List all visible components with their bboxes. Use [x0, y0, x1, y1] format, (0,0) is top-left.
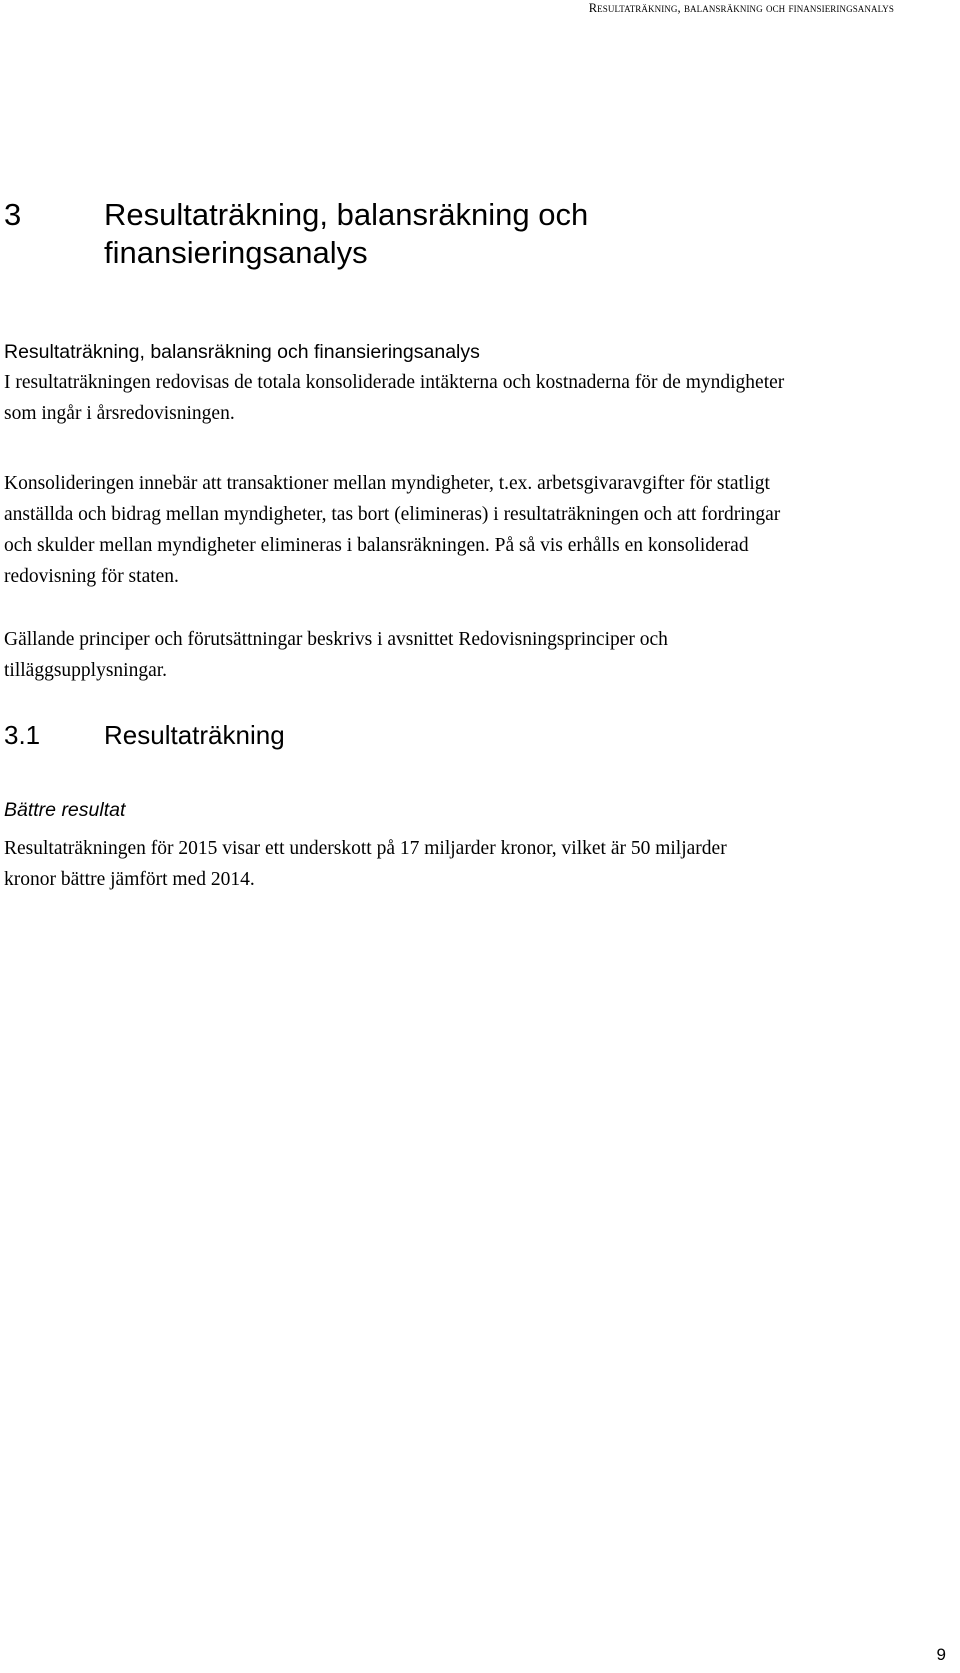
section-paragraph: Resultaträkningen för 2015 visar ett underskott på 17 miljarder kronor, vilket är 50 miljarder kronor bättre jämfört med 2014. — [4, 838, 727, 890]
intro-paragraph: Konsolideringen innebär att transaktioner mellan myndigheter, t.ex. arbetsgivaravgifter för statligt anställda och bidrag mellan myndigheter, tas bort (elimineras) i resultaträkningen och att fordringar och skulder mellan myndigheter elimineras i balansräkningen. På så vis erhålls en konsoliderad redovisning för staten. — [4, 473, 781, 587]
chapter-title: Resultaträkning, balansräkning och finansieringsanalys — [104, 197, 589, 270]
section-title: Resultaträkning — [104, 720, 285, 750]
running-header-text: Resultaträkning, balansräkning och finansieringsanalys — [588, 1, 894, 15]
intro-heading: Resultaträkning, balansräkning och finansieringsanalys — [4, 341, 480, 363]
intro-paragraph: Gällande principer och förutsättningar beskrivs i avsnittet Redovisningsprinciper och tilläggsupplysningar. — [4, 629, 668, 681]
section-number: 3.1 — [4, 720, 41, 750]
chapter-number: 3 — [4, 197, 22, 232]
page-number: 9 — [936, 1645, 946, 1664]
running-header — [589, 0, 894, 16]
subheading: Bättre resultat — [4, 799, 126, 821]
intro-paragraph: I resultaträkningen redovisas de totala konsoliderade intäkterna och kostnaderna för de myndigheter som ingår i årsredovisningen. — [4, 372, 785, 424]
